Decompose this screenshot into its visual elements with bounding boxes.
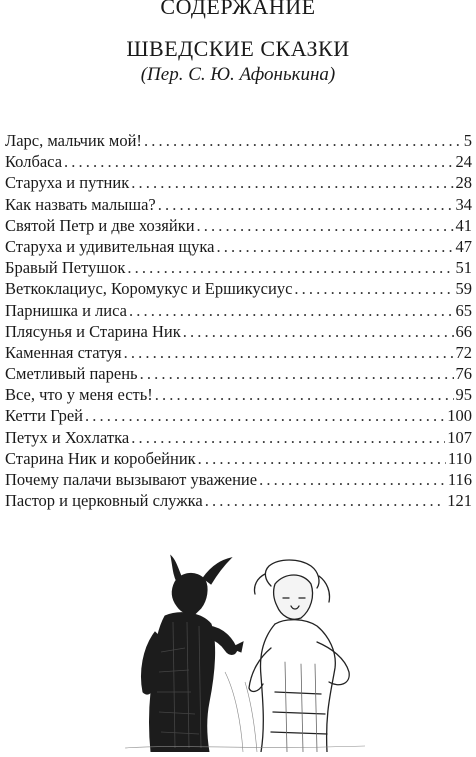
- toc-entry-title: Веткоклациус, Коромукус и Ершикусиус: [5, 279, 293, 299]
- toc-leader-dots: [124, 342, 454, 363]
- toc-leader-dots: [64, 151, 453, 172]
- section-heading: ШВЕДСКИЕ СКАЗКИ: [126, 36, 350, 61]
- toc-entry: [5, 469, 472, 490]
- toc-entry: [5, 405, 472, 426]
- toc-entry-page-number: 34: [455, 194, 472, 214]
- toc-entry-title: Бравый Петушок: [5, 258, 126, 278]
- toc-entry: [5, 194, 472, 215]
- toc-entry-page-number: 41: [455, 215, 472, 235]
- toc-entry-title: Каменная статуя: [5, 342, 122, 362]
- toc-entry-page-number: 95: [455, 385, 472, 405]
- toc-entry: [5, 342, 472, 363]
- toc-leader-dots: [85, 405, 445, 426]
- toc-leader-dots: [198, 448, 446, 469]
- toc-entry-title: Старина Ник и коробейник: [5, 448, 196, 468]
- toc-entry-title: Почему палачи вызывают уважение: [5, 470, 258, 489]
- toc-entry: [5, 278, 472, 299]
- toc-entry-title: Пастор и церковный служка: [5, 491, 203, 511]
- toc-entry: [5, 215, 472, 236]
- toc-entry: [5, 321, 472, 342]
- toc-leader-dots: [294, 278, 453, 299]
- toc-entry-title: Петух и Хохлатка: [5, 427, 130, 447]
- toc-leader-dots: [259, 469, 446, 490]
- toc-entry-title: Кетти Грей: [5, 406, 83, 426]
- toc-entry-title: Как назвать малыша?: [5, 194, 156, 214]
- toc-entry-page-number: 65: [455, 300, 472, 320]
- toc-leader-dots: [131, 427, 445, 448]
- toc-leader-dots: [131, 172, 453, 193]
- toc-leader-dots: [155, 384, 454, 405]
- toc-leader-dots: [205, 490, 446, 511]
- toc-entry-title: Святой Петр и две хозяйки: [5, 215, 195, 235]
- toc-entry: [5, 363, 472, 384]
- table-of-contents: [5, 130, 472, 511]
- toc-entry-page-number: 24: [455, 152, 472, 172]
- engraving-illustration-icon: [125, 552, 365, 752]
- toc-entry-title: Старуха и путник: [5, 173, 130, 193]
- toc-leader-dots: [158, 194, 454, 215]
- toc-leader-dots: [127, 257, 453, 278]
- toc-entry-page-number: 28: [455, 173, 472, 193]
- toc-entry: [5, 130, 472, 151]
- toc-leader-dots: [197, 215, 454, 236]
- toc-entry: [5, 172, 472, 193]
- toc-entry-title: Сметливый парень: [5, 364, 138, 384]
- toc-entry: [5, 300, 472, 321]
- toc-entry-title: Все, что у меня есть!: [5, 385, 153, 405]
- toc-leader-dots: [144, 130, 462, 151]
- toc-entry-title: Старуха и удивительная щука: [5, 236, 215, 256]
- toc-entry-page-number: 107: [447, 427, 472, 447]
- toc-leader-dots: [183, 321, 454, 342]
- devil-and-old-woman-icon: [125, 552, 365, 752]
- toc-entry-title: Плясунья и Старина Ник: [5, 321, 181, 341]
- toc-entry: [5, 236, 472, 257]
- toc-leader-dots: [140, 363, 454, 384]
- toc-entry: [5, 427, 472, 448]
- translator-note: (Пер. С. Ю. Афонькина): [140, 64, 336, 85]
- toc-entry-title: Ларс, мальчик мой!: [5, 131, 142, 150]
- toc-entry-page-number: 121: [447, 491, 472, 511]
- toc-entry: [5, 257, 472, 278]
- toc-entry-page-number: 47: [455, 236, 472, 256]
- toc-entry: [5, 448, 472, 469]
- toc-entry-page-number: 72: [455, 342, 472, 362]
- toc-leader-dots: [217, 236, 454, 257]
- toc-entry-title: Парнишка и лиса: [5, 300, 127, 320]
- toc-entry-page-number: 51: [455, 258, 472, 278]
- toc-entry-page-number: 110: [447, 448, 472, 468]
- toc-entry-page-number: 116: [447, 470, 472, 489]
- toc-entry: [5, 151, 472, 172]
- toc-entry-page-number: 100: [447, 406, 472, 426]
- toc-entry: [5, 384, 472, 405]
- contents-heading: СОДЕРЖАНИЕ: [160, 0, 316, 19]
- toc-entry-page-number: 66: [455, 321, 472, 341]
- toc-entry: [5, 490, 472, 511]
- toc-entry-page-number: 76: [455, 364, 472, 384]
- toc-entry-title: Колбаса: [5, 152, 63, 172]
- toc-leader-dots: [129, 300, 454, 321]
- toc-entry-page-number: 5: [463, 131, 472, 150]
- toc-entry-page-number: 59: [455, 279, 472, 299]
